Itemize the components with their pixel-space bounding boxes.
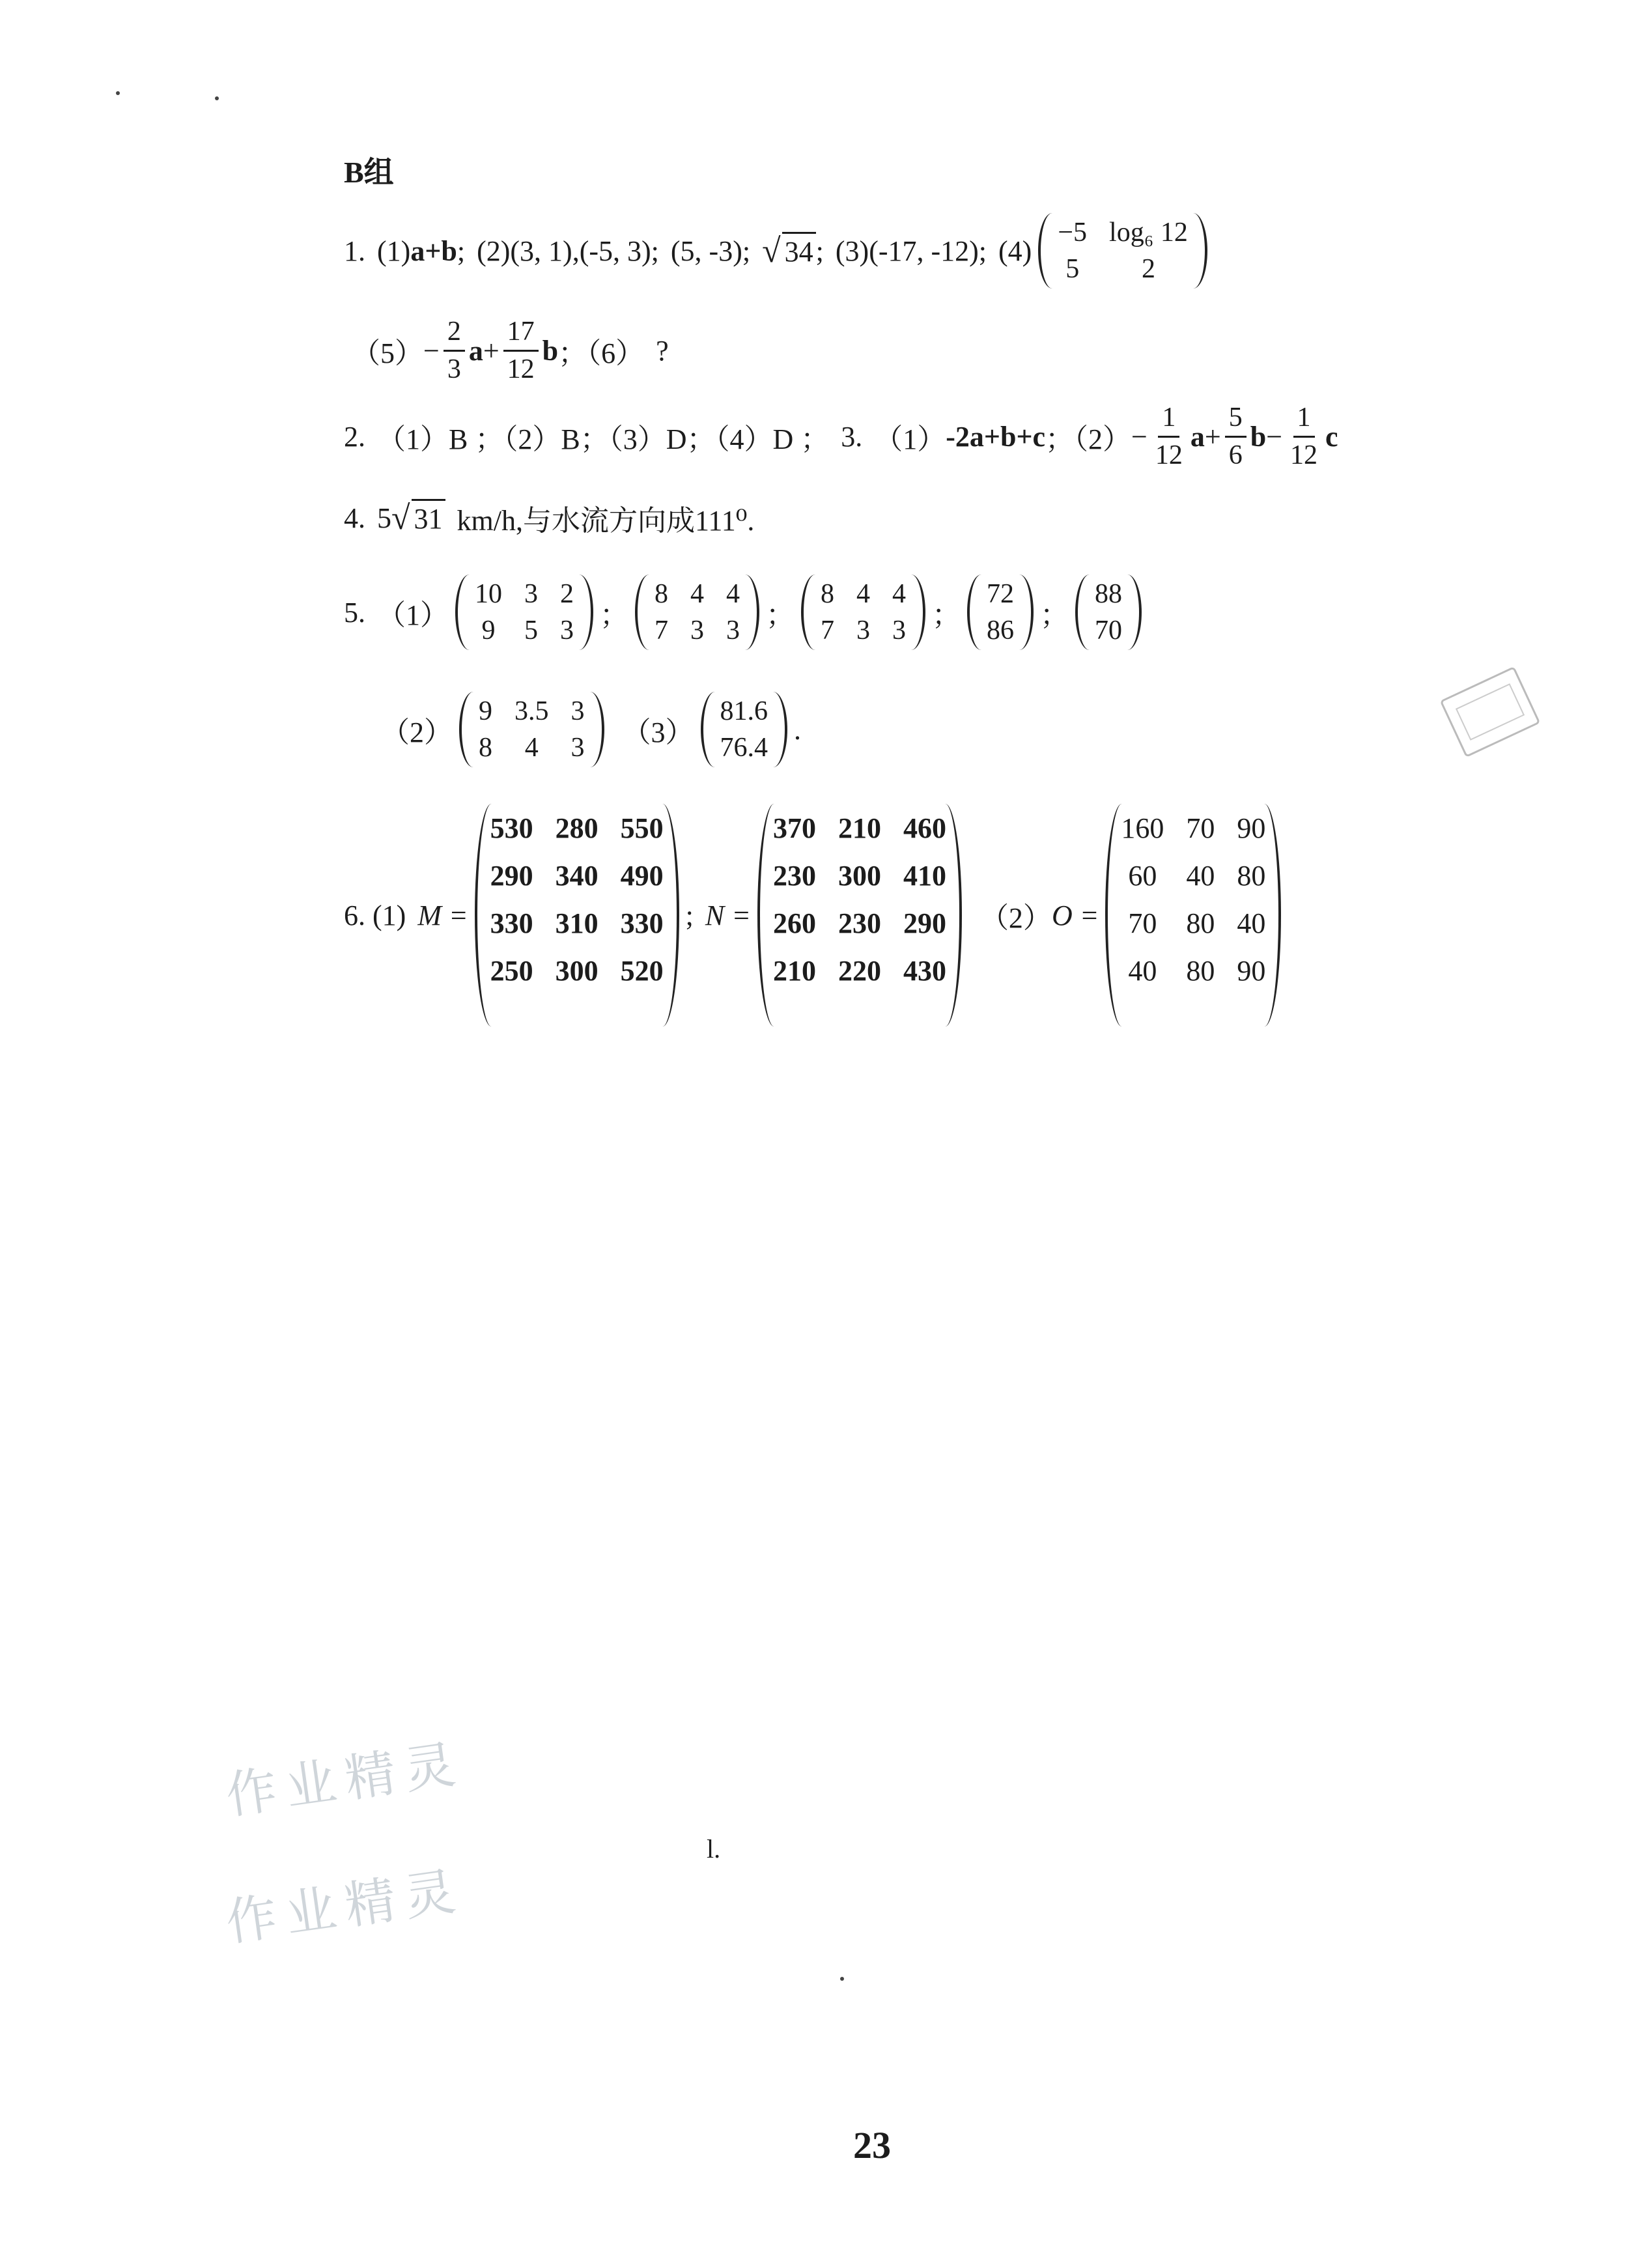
matrix-cell: 5 xyxy=(524,616,538,645)
matrix-n-label: N = xyxy=(705,899,751,931)
q5-number: 5. xyxy=(344,596,365,629)
matrix-cell: 81.6 xyxy=(720,696,768,726)
q1-part1-label: (1) xyxy=(377,234,411,267)
matrix-cell: 230 xyxy=(772,860,816,892)
vector-a: a xyxy=(1190,420,1205,453)
q6-line xyxy=(344,798,1288,1032)
q5-matrix-4 xyxy=(459,692,604,767)
matrix-cell: 60 xyxy=(1128,860,1157,892)
q1-line2 xyxy=(352,311,669,390)
q1-part2-label: (2) xyxy=(477,234,511,267)
q1-part4-label: (4) xyxy=(998,234,1032,267)
matrix-cell: 5 xyxy=(1065,254,1080,284)
q2-number: 2. xyxy=(344,420,365,453)
matrix-cell: 40 xyxy=(1237,907,1266,939)
matrix-cell: 210 xyxy=(838,812,881,844)
matrix-cell: 4 xyxy=(524,733,539,763)
fraction xyxy=(1151,403,1187,470)
page-number: 23 xyxy=(853,2124,891,2166)
q1-part2-answer: (5, -3); xyxy=(670,234,751,267)
scan-speck xyxy=(215,96,219,100)
matrix-cell: 340 xyxy=(555,860,599,892)
matrix-cell: 4 xyxy=(856,579,870,609)
matrix-cell: 88 xyxy=(1095,579,1122,609)
plus-sign: + xyxy=(1204,420,1221,453)
matrix-cell: 3 xyxy=(726,616,740,645)
matrix-cell: 210 xyxy=(772,955,816,987)
matrix-cell: 40 xyxy=(1186,860,1215,892)
numerator: 2 xyxy=(444,317,465,351)
matrix-cell: 300 xyxy=(555,955,599,987)
matrix-cell: 3.5 xyxy=(514,696,549,726)
matrix-cell: 4 xyxy=(726,579,740,609)
matrix-cell: 76.4 xyxy=(720,733,768,763)
matrix-cell: 80 xyxy=(1237,860,1266,892)
matrix-cell: log₆ 12 xyxy=(1109,218,1188,248)
q1-number: 1. xyxy=(344,234,365,267)
fraction xyxy=(503,317,539,384)
minus-sign: − xyxy=(1266,420,1283,453)
matrix-cell: 80 xyxy=(1186,955,1215,987)
q2-q3-line xyxy=(344,397,1338,475)
separator: ； xyxy=(932,599,961,631)
matrix-cell: 4 xyxy=(690,579,704,609)
vector-b: b xyxy=(1250,420,1267,453)
q6-number: 6. (1) xyxy=(344,899,406,931)
period: . xyxy=(794,713,801,746)
q3-part1-answer: -2a+b+c xyxy=(946,420,1046,453)
vector-a: a xyxy=(468,334,483,367)
matrix-cell: 90 xyxy=(1237,955,1266,987)
separator: ； xyxy=(1040,599,1069,631)
matrix-cell: 3 xyxy=(560,616,574,645)
matrix-cell: 8 xyxy=(479,733,492,763)
q5-matrix-2 xyxy=(635,574,759,650)
q4-line xyxy=(344,492,754,544)
matrix-cell: 370 xyxy=(772,812,816,844)
numerator: 1 xyxy=(1158,403,1179,437)
matrix-cell: 8 xyxy=(821,579,834,609)
matrix-cell: −5 xyxy=(1058,218,1088,248)
matrix-o xyxy=(1105,804,1281,1027)
q5-line1 xyxy=(344,567,1148,658)
q5-part3-label: （3） xyxy=(622,716,694,748)
q4-coefficient: 5 xyxy=(377,502,391,534)
matrix-cell: 70 xyxy=(1186,812,1215,844)
matrix-cell: 490 xyxy=(620,860,664,892)
q5-matrix-3 xyxy=(801,574,925,650)
matrix-cell: 86 xyxy=(987,616,1014,645)
radicand: 31 xyxy=(412,499,445,535)
q1-part2-answer: (3, 1), xyxy=(510,234,580,267)
matrix-cell: 460 xyxy=(903,812,946,844)
matrix-cell: 260 xyxy=(772,907,816,939)
matrix-cell: 250 xyxy=(490,955,533,987)
minus-sign: − xyxy=(1131,420,1148,453)
matrix-cell: 410 xyxy=(903,860,946,892)
denominator: 6 xyxy=(1228,440,1243,470)
matrix-cell: 520 xyxy=(620,955,664,987)
matrix-cell: 2 xyxy=(1141,254,1155,284)
q3-number: 3. xyxy=(841,420,863,453)
watermark: 作业精灵 xyxy=(222,1861,468,1953)
matrix-cell: 8 xyxy=(655,579,668,609)
separator: ; xyxy=(815,234,824,267)
q5-vector-3 xyxy=(701,692,788,767)
fraction xyxy=(444,317,465,384)
matrix-cell: 3 xyxy=(690,616,704,645)
denominator: 12 xyxy=(1155,440,1183,470)
matrix-n xyxy=(757,804,962,1027)
q1-part6-answer: ? xyxy=(656,334,669,367)
watermark: 作业精灵 xyxy=(222,1734,468,1826)
plus-sign: + xyxy=(483,334,500,367)
matrix-cell: 430 xyxy=(903,955,946,987)
minus-sign: − xyxy=(423,334,440,367)
matrix-cell: 10 xyxy=(475,579,502,609)
q2-answers: （1）B ；（2）B；（3）D；（4）D ； xyxy=(377,423,830,455)
matrix-cell: 9 xyxy=(481,616,496,645)
q5-part2-label: （2） xyxy=(381,716,453,748)
separator: ； xyxy=(600,599,628,631)
q1-part3-answer: (-17, -12); xyxy=(869,234,987,267)
matrix-cell: 80 xyxy=(1186,907,1215,939)
radicand: 34 xyxy=(782,232,816,268)
matrix-cell: 300 xyxy=(838,860,881,892)
matrix-cell: 3 xyxy=(524,579,538,609)
matrix-cell: 290 xyxy=(903,907,946,939)
denominator: 3 xyxy=(447,354,461,384)
matrix-cell: 70 xyxy=(1128,907,1157,939)
scan-speck xyxy=(116,91,120,95)
q3-part1-label: （1） xyxy=(874,423,946,455)
q1-part2-answer: (-5, 3); xyxy=(579,234,659,267)
matrix-cell: 230 xyxy=(838,907,881,939)
matrix-cell: 3 xyxy=(856,616,870,645)
q6-part2-label: （2） xyxy=(979,902,1052,934)
q5-line2 xyxy=(381,684,801,775)
matrix-cell: 90 xyxy=(1237,812,1266,844)
q5-vector-2 xyxy=(1075,574,1142,650)
scan-speck xyxy=(840,1977,844,1981)
fraction xyxy=(1225,403,1247,470)
matrix-cell: 330 xyxy=(620,907,664,939)
separator: ； xyxy=(766,599,795,631)
matrix-cell: 280 xyxy=(555,812,599,844)
matrix-o-label: O = xyxy=(1051,899,1099,931)
q1-part6-label: ；（6） xyxy=(558,337,645,369)
matrix-cell: 220 xyxy=(838,955,881,987)
matrix-cell: 160 xyxy=(1121,812,1164,844)
section-heading: B组 xyxy=(344,156,394,189)
q1-part3-label: (3) xyxy=(835,234,869,267)
numerator: 1 xyxy=(1293,403,1315,437)
q3-part2-label: ；（2） xyxy=(1045,423,1132,455)
matrix-cell: 3 xyxy=(570,733,585,763)
stamp-mark xyxy=(1440,666,1541,758)
matrix-cell: 310 xyxy=(555,907,599,939)
matrix-cell: 72 xyxy=(987,579,1014,609)
matrix-cell: 530 xyxy=(490,812,533,844)
matrix-cell: 3 xyxy=(892,616,906,645)
matrix-cell: 290 xyxy=(490,860,533,892)
matrix-cell: 7 xyxy=(655,616,668,645)
matrix-cell: 9 xyxy=(479,696,492,726)
matrix-cell: 330 xyxy=(490,907,533,939)
stray-mark: l. xyxy=(707,1834,721,1864)
q5-part1-label: （1） xyxy=(377,599,449,631)
matrix-m xyxy=(475,804,679,1027)
sqrt-expression: √ 34 xyxy=(762,232,816,270)
matrix-cell: 4 xyxy=(892,579,906,609)
q4-number: 4. xyxy=(344,502,365,534)
matrix-cell: 40 xyxy=(1128,955,1157,987)
matrix-cell: 550 xyxy=(620,812,664,844)
separator: ; xyxy=(685,899,694,931)
vector-c: c xyxy=(1325,420,1338,453)
matrix-cell: 7 xyxy=(821,616,834,645)
q1-part1-answer: a+b xyxy=(410,234,457,267)
q5-vector-1 xyxy=(967,574,1034,650)
denominator: 12 xyxy=(1290,440,1318,470)
q1-part4-matrix xyxy=(1038,213,1207,289)
matrix-cell: 3 xyxy=(570,696,585,726)
q5-matrix-1 xyxy=(455,574,593,650)
q4-answer: km/h,与水流方向成111⁰. xyxy=(457,505,755,537)
fraction xyxy=(1286,403,1321,470)
matrix-cell: 2 xyxy=(560,579,574,609)
separator: ; xyxy=(457,234,466,267)
vector-b: b xyxy=(542,334,559,367)
numerator: 17 xyxy=(503,317,539,351)
numerator: 5 xyxy=(1225,403,1247,437)
matrix-cell: 70 xyxy=(1095,616,1122,645)
matrix-m-label: M = xyxy=(417,899,468,931)
q1-part5-label: （5） xyxy=(352,337,423,369)
denominator: 12 xyxy=(507,354,535,384)
q1-line1 xyxy=(344,215,1214,287)
sqrt-expression: √ 31 xyxy=(391,499,445,537)
